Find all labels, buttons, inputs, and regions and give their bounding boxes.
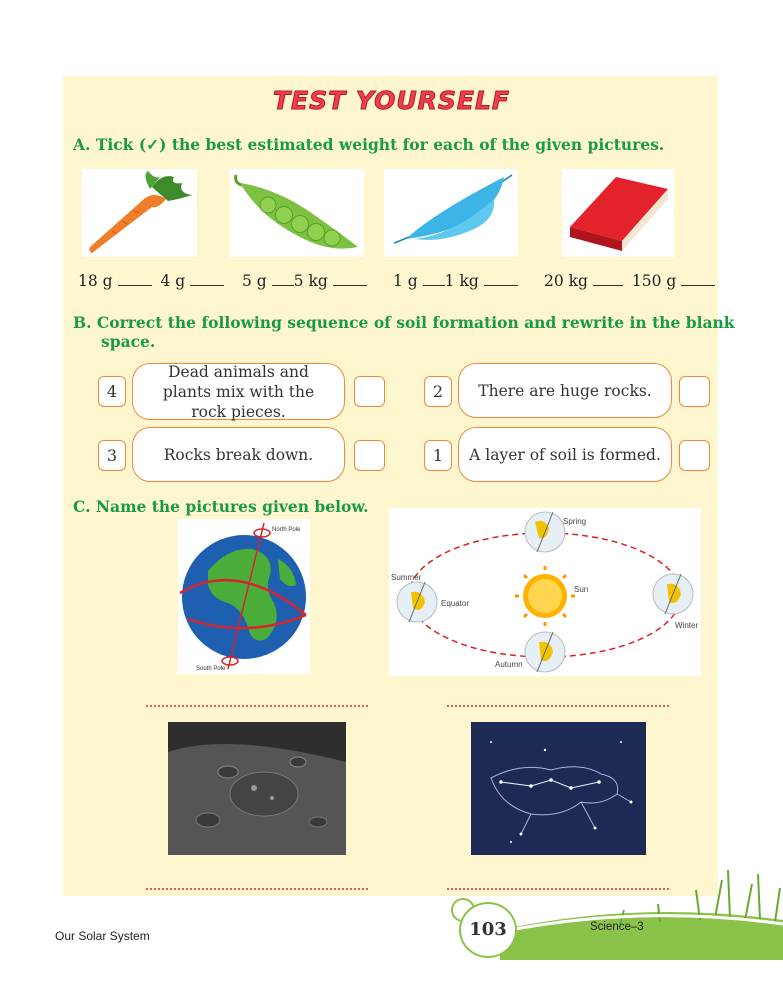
winter-label: Winter bbox=[675, 621, 699, 630]
weight-option[interactable]: 150 g bbox=[631, 272, 677, 290]
sequence-number: 1 bbox=[424, 440, 452, 471]
sequence-number: 4 bbox=[98, 376, 126, 407]
section-b-heading-cont: space. bbox=[101, 332, 156, 351]
weight-option[interactable]: 1 kg bbox=[444, 272, 479, 290]
constellation-image bbox=[471, 722, 646, 855]
weight-option[interactable]: 20 kg bbox=[544, 272, 588, 290]
sequence-statement bbox=[132, 427, 345, 482]
equator-label: Equator bbox=[441, 599, 470, 608]
answer-box[interactable] bbox=[354, 376, 385, 407]
sequence-number: 3 bbox=[98, 440, 126, 471]
carrot-image bbox=[82, 169, 197, 257]
autumn-label: Autumn bbox=[495, 660, 523, 669]
statement-text: Dead animals and plants mix with the rock pieces. bbox=[162, 362, 315, 421]
weight-option[interactable]: 18 g bbox=[78, 272, 113, 290]
peas-pod-image bbox=[230, 169, 364, 257]
sun-label: Sun bbox=[574, 585, 589, 594]
north-pole-label: North Pole bbox=[272, 527, 301, 533]
spring-label: Spring bbox=[563, 517, 587, 526]
weight-option[interactable]: 5 g bbox=[242, 272, 267, 290]
weight-option[interactable]: 1 g bbox=[393, 272, 418, 290]
moon-surface-image bbox=[168, 722, 346, 855]
section-c-heading: C. Name the pictures given below. bbox=[73, 497, 369, 516]
weight-options-carrot bbox=[78, 272, 224, 290]
book-name: Science–3 bbox=[590, 921, 644, 933]
weight-options-feather bbox=[393, 272, 518, 290]
summer-label: Summer bbox=[391, 573, 422, 582]
weight-option[interactable]: 4 g bbox=[160, 272, 186, 290]
sequence-statement bbox=[458, 427, 672, 482]
section-b-heading: B. Correct the following sequence of soil formation and rewrite in the blank bbox=[73, 313, 735, 332]
sun-icon bbox=[515, 566, 575, 626]
weight-option[interactable]: 5 kg bbox=[293, 272, 328, 290]
south-pole-label: South Pole bbox=[196, 666, 226, 672]
weight-options-book bbox=[544, 272, 715, 290]
statement-text: Rocks break down. bbox=[163, 445, 314, 464]
weight-options-peas bbox=[242, 272, 367, 290]
book-image bbox=[562, 169, 674, 257]
page-number: 103 bbox=[459, 902, 517, 958]
statement-text: A layer of soil is formed. bbox=[469, 445, 661, 464]
answer-line[interactable] bbox=[447, 705, 669, 707]
chapter-name: Our Solar System bbox=[55, 929, 150, 943]
answer-box[interactable] bbox=[679, 440, 710, 471]
sequence-statement bbox=[458, 363, 672, 418]
seasons-diagram bbox=[389, 508, 701, 676]
earth-rotation-image bbox=[178, 519, 310, 674]
sequence-number: 2 bbox=[424, 376, 452, 407]
answer-box[interactable] bbox=[354, 440, 385, 471]
page-title: TEST YOURSELF bbox=[273, 86, 510, 115]
answer-box[interactable] bbox=[679, 376, 710, 407]
sequence-statement bbox=[132, 363, 345, 420]
answer-line[interactable] bbox=[146, 705, 368, 707]
section-a-heading: A. Tick (✓) the best estimated weight for each of the given pictures. bbox=[73, 135, 665, 154]
feather-image bbox=[384, 169, 518, 257]
statement-text: There are huge rocks. bbox=[478, 381, 652, 400]
answer-line[interactable] bbox=[146, 888, 368, 890]
grass-decoration bbox=[500, 860, 783, 960]
